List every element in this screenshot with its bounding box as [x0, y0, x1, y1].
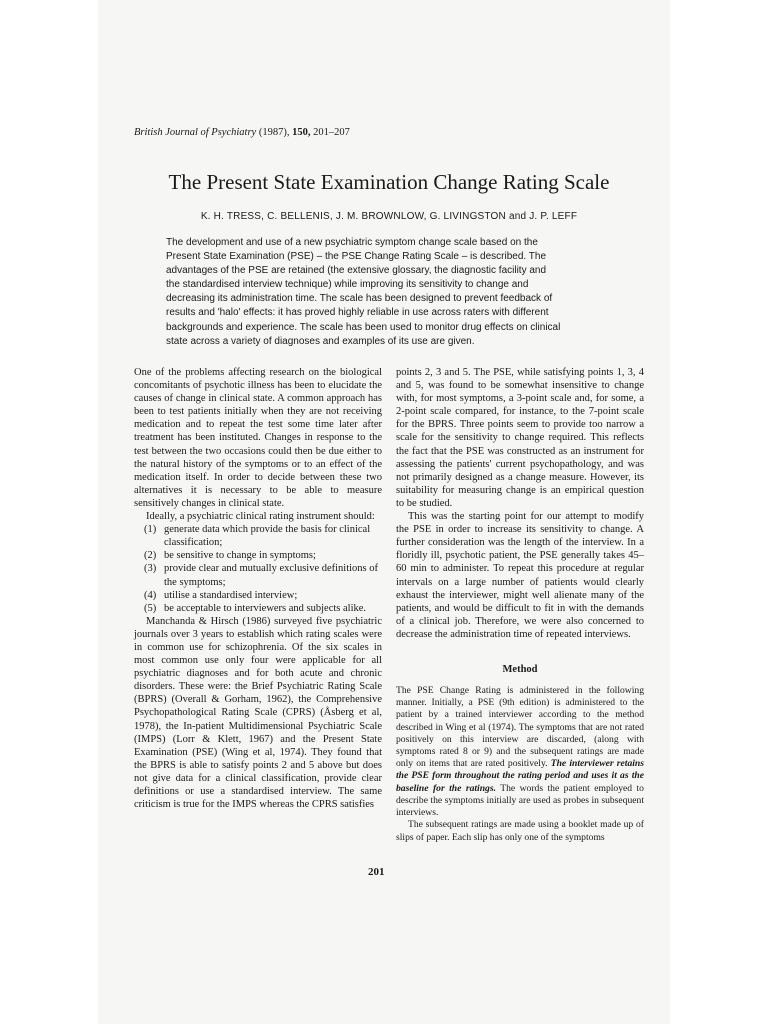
body-paragraph: This was the starting point for our attempt to modify the PSE in order to increase its sensitivity to change. A further consideration was the length of the interview. In a floridly ill, psychotic patient, the PSE generally takes 45–60 min to administer. To repeat this procedure at regular intervals on a large number of patients would clearly exhaust the interviewer, might well alienate many of the patients, and would be difficult to fit in with the demands of a clinical job. Therefore, we were also concerned to decrease the administration time of repeated interviews.: [396, 511, 644, 640]
method-paragraph: The subsequent ratings are made using a booklet made up of slips of paper. Each slip has only one of the symptoms: [396, 819, 644, 843]
list-text: provide clear and mutually exclusive definitions of the symptoms;: [164, 563, 379, 588]
body-paragraph: Ideally, a psychiatric clinical rating instrument should:: [146, 511, 375, 523]
body-paragraph: points 2, 3 and 5. The PSE, while satisfying points 1, 3, 4 and 5, was found to be somewhat insensitive to change with, for most symptoms, a 3-point scale and, for some, a 2-point scale compared, for instance, to the 7-point scale for the BPRS. Three points seem to provide too narrow a scale for the sensitivity to change required. This reflects the fact that the PSE was constructed as an instrument for assessing the patients' current psychopathology, and was not primarily designed as a change measure. However, its suitability for measuring change is an empirical question to be studied.: [396, 367, 644, 509]
body-paragraph: One of the problems affecting research on the biological concomitants of psychotic illness has been to elucidate the causes of change in clinical state. A common approach has been to test patients initially when they are not receiving medication and to repeat the test some time later after treatment has been instituted. Changes in response to the test between the two occasions could then be due either to the natural history of the symptoms or to an effect of the medication itself. In order to decide between these two alternatives it is necessary to be able to measure sensitively changes in clinical state.: [134, 367, 382, 509]
abstract-line: state across a variety of diagnoses and examples of its use are given.: [166, 335, 475, 347]
list-text: be acceptable to interviewers and subjects alike.: [164, 602, 367, 614]
method-text: The words the patient employed to describe the symptoms initially are used as probes in subsequent interviews.: [396, 782, 644, 819]
abstract-line: advantages of the PSE are retained (the extensive glossary, the diagnostic facility and: [166, 265, 547, 277]
author-last: J. P. LEFF: [529, 211, 578, 222]
list-text: be sensitive to change in symptoms;: [164, 550, 316, 562]
abstract-line: decreasing its administration time. The scale has been designed to prevent feedback of: [166, 293, 553, 305]
method-text: The PSE Change Rating is administered in the following manner. Initially, a PSE (9th edition) is administered to the patient by a trained interviewer according to the method described in Wing et al (1974). The symptoms that are not rated positively on this interview are discarded, (along with symptoms rated 8 or 9) and the subsequent ratings are made only on items that are rated positively.: [396, 685, 644, 770]
journal-pages: 201–207: [313, 127, 350, 138]
list-number: (5): [144, 602, 157, 614]
list-text: utilise a standardised interview;: [164, 589, 298, 601]
body-paragraph: Manchanda & Hirsch (1986) surveyed five psychiatric journals over 3 years to establish which rating scales were in common use for schizophrenia. Of the six scales in most common use only four were applicable for all psychiatric diagnoses and for both acute and chronic disorders. These were: the Brief Psychiatric Rating Scale (BPRS) (Overall & Gorham, 1962), the Comprehensive Psychopathological Rating Scale (CPRS) (Åsberg et al, 1978), the In-patient Multidimensional Psychiatric Scale (IMPS) (Lorr & Klett, 1967) and the Present State Examination (PSE) (Wing et al, 1974). They found that the BPRS is able to satisfy points 2 and 5 above but does not give data for a clinical classification, provide clear definitions or use a standardised interview. The same criticism is true for the IMPS whereas the CPRS satisfies: [134, 615, 382, 811]
abstract-line: backgrounds and experience. The scale has been used to monitor drug effects on clinical: [166, 321, 561, 333]
method-emphasis: The interviewer retains the PSE form throughout the rating period and uses it as the baseline for the ratings.: [396, 758, 644, 794]
section-heading: Method: [502, 663, 538, 675]
journal-volume: 150,: [292, 127, 311, 138]
journal-name: British Journal of Psychiatry: [134, 127, 257, 138]
author-list: [134, 211, 644, 222]
list-number: (3): [144, 563, 157, 575]
list-item: [134, 602, 382, 615]
abstract-line: the standardised interview technique) while improving its sensitivity to change and: [166, 279, 529, 291]
list-text: generate data which provide the basis for clinical classification;: [164, 524, 371, 549]
left-column: [134, 366, 382, 811]
criteria-list: [134, 523, 382, 615]
list-item: [134, 549, 382, 562]
paper-title: The Present State Examination Change Rating Scale: [168, 170, 610, 194]
list-number: (1): [144, 524, 157, 536]
journal-year: (1987),: [258, 127, 290, 138]
page-number: 201: [368, 866, 385, 878]
abstract-line: The development and use of a new psychiatric symptom change scale based on the: [166, 237, 538, 248]
list-item: [134, 589, 382, 602]
list-item: [134, 562, 382, 588]
list-number: (4): [144, 589, 157, 601]
abstract: [166, 236, 616, 349]
abstract-line: Present State Examination (PSE) – the PSE Change Rating Scale – is described. The: [166, 251, 547, 263]
method-paragraph: [396, 685, 644, 819]
right-column: [396, 366, 644, 844]
list-number: (2): [144, 550, 157, 562]
author-and: and: [508, 211, 527, 222]
list-item: [134, 523, 382, 549]
abstract-line: results and 'halo' effects: it has proved highly reliable in use across raters with different: [166, 307, 549, 319]
author-names: K. H. TRESS, C. BELLENIS, J. M. BROWNLOW, G. LIVINGSTON: [200, 211, 506, 222]
journal-citation: [134, 127, 350, 138]
